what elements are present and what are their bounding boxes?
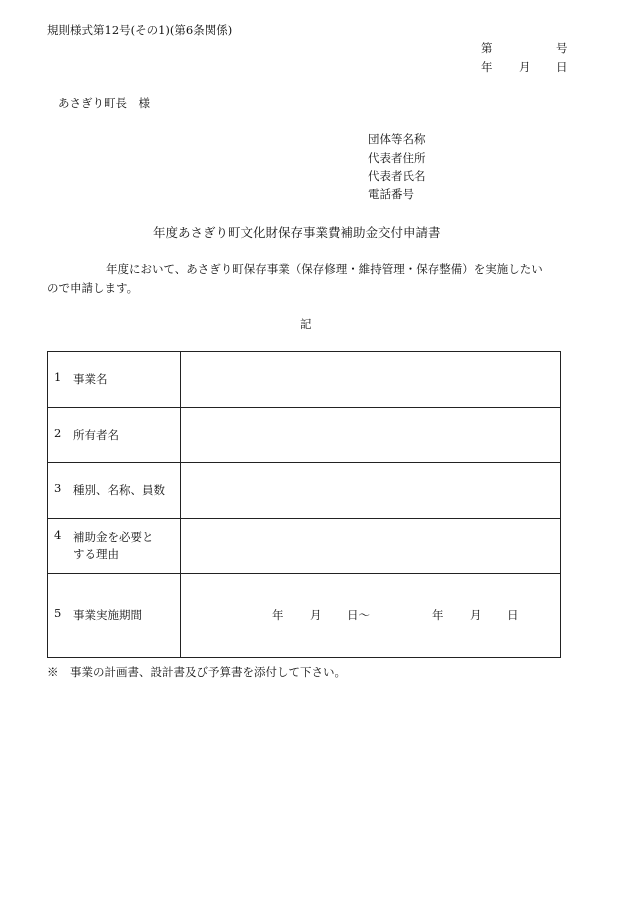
- addressee: あさぎり町長 様: [58, 96, 150, 110]
- row-number: 2: [54, 425, 62, 440]
- row-label-owner-name: 所有者名: [73, 427, 119, 442]
- period-start-year: 年: [272, 607, 284, 622]
- applicant-org-name: 団体等名称: [368, 132, 426, 146]
- period-end-year: 年: [432, 607, 444, 622]
- date-month: 月: [519, 60, 531, 74]
- row-label-cell: [48, 352, 181, 408]
- date-day: 日: [556, 60, 568, 74]
- table-row: [48, 463, 561, 519]
- row-label-reason: 補助金を必要と する理由: [73, 530, 154, 561]
- period-end-day: 日: [507, 607, 519, 622]
- row-label-cell: [48, 408, 181, 463]
- owner-name-field[interactable]: [181, 408, 561, 463]
- row-number: 1: [54, 370, 62, 385]
- period-field[interactable]: [181, 574, 561, 658]
- row-label-type-name-count: 種別、名称、員数: [73, 483, 165, 498]
- applicant-phone: 電話番号: [368, 187, 414, 201]
- applicant-rep-address: 代表者住所: [368, 151, 426, 165]
- project-name-field[interactable]: [181, 352, 561, 408]
- row-label-period: 事業実施期間: [73, 608, 142, 623]
- row-label-cell: [48, 519, 181, 574]
- ki-heading: 記: [300, 317, 312, 331]
- date-year: 年: [481, 60, 493, 74]
- table-row: [48, 408, 561, 463]
- body-line-1: 年度において、あさぎり町保存事業（保存修理・維持管理・保存整備）を実施したい: [106, 262, 543, 276]
- table-row: [48, 352, 561, 408]
- row-number: 3: [54, 481, 62, 496]
- type-name-count-field[interactable]: [181, 463, 561, 519]
- row-label-project-name: 事業名: [73, 372, 108, 387]
- doc-number-dai: 第: [481, 41, 493, 55]
- period-start-day: 日～: [347, 607, 370, 622]
- table-row: [48, 574, 561, 658]
- attachment-note: ※ 事業の計画書、設計書及び予算書を添付して下さい。: [47, 665, 346, 679]
- period-end-month: 月: [470, 607, 482, 622]
- doc-number-go: 号: [556, 41, 568, 55]
- document-title: 年度あさぎり町文化財保存事業費補助金交付申請書: [153, 225, 441, 240]
- row-number: 5: [54, 606, 62, 621]
- application-table: [47, 351, 561, 658]
- row-label-cell: [48, 463, 181, 519]
- form-number: 規則様式第12号(その1)(第6条関係): [47, 23, 233, 37]
- reason-field[interactable]: [181, 519, 561, 574]
- table-row: [48, 519, 561, 574]
- body-line-2: ので申請します。: [47, 281, 139, 295]
- row-number: 4: [54, 528, 62, 543]
- period-start-month: 月: [310, 607, 322, 622]
- applicant-rep-name: 代表者氏名: [368, 169, 426, 183]
- row-label-cell: [48, 574, 181, 658]
